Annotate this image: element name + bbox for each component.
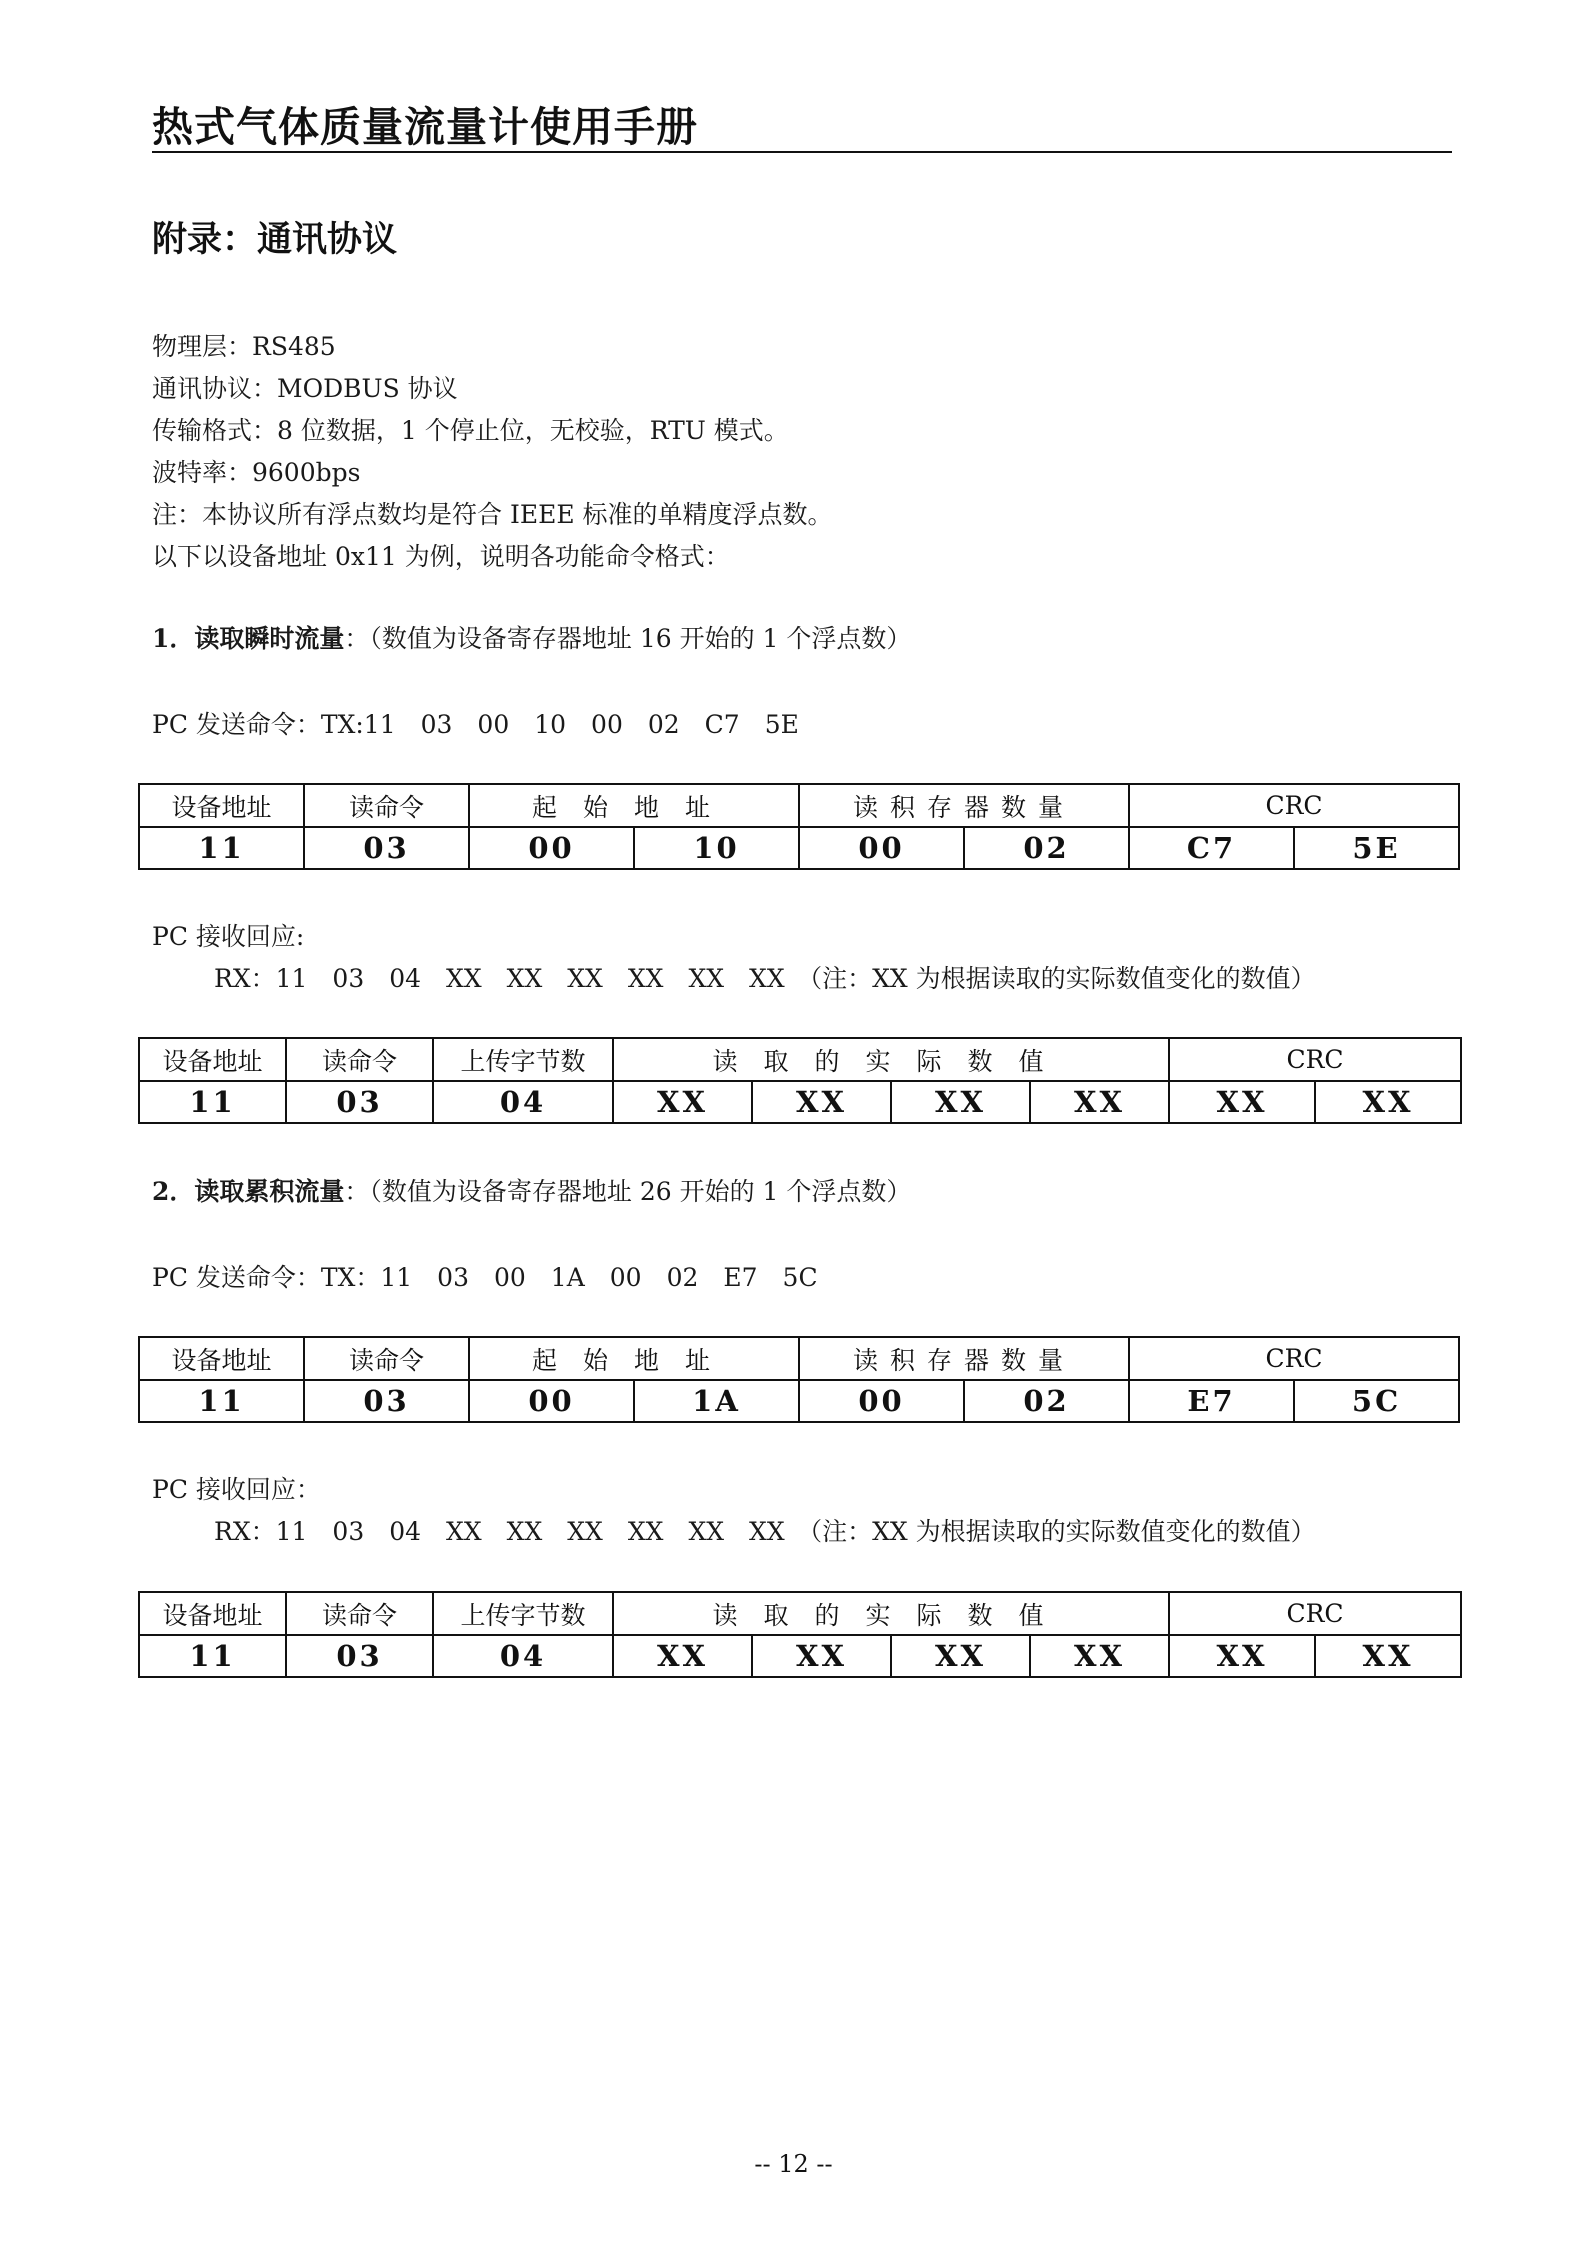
table-cell: 00	[469, 827, 634, 869]
header-crc: CRC	[1169, 1038, 1461, 1081]
table-cell: C7	[1129, 827, 1294, 869]
header-device-address: 设备地址	[139, 1038, 286, 1081]
table-cell: 10	[634, 827, 799, 869]
section-2-send-command: PC 发送命令：TX：11 03 00 1A 00 02 E7 5C	[152, 1263, 818, 1292]
table-cell: 02	[964, 1380, 1129, 1422]
table-cell: 00	[469, 1380, 634, 1422]
table-cell: XX	[891, 1635, 1030, 1677]
table-cell: XX	[1169, 1635, 1315, 1677]
header-byte-count: 上传字节数	[433, 1592, 613, 1635]
section-2-receive-table	[138, 1591, 1462, 1678]
table-cell: 00	[799, 1380, 964, 1422]
table-cell: XX	[1315, 1081, 1461, 1123]
header-device-address: 设备地址	[139, 1592, 286, 1635]
table-cell: XX	[613, 1635, 752, 1677]
document-title: 热式气体质量流量计使用手册	[152, 103, 698, 151]
table-cell: XX	[1030, 1635, 1169, 1677]
table-cell: 03	[304, 827, 469, 869]
section-1-heading-bold: 1．读取瞬时流量	[152, 624, 345, 653]
intro-example: 以下以设备地址 0x11 为例，说明各功能命令格式：	[152, 542, 730, 571]
section-2-heading	[152, 1172, 911, 1208]
section-2-heading-bold: 2．读取累积流量	[152, 1177, 345, 1206]
section-2-heading-rest: ：（数值为设备寄存器地址 26 开始的 1 个浮点数）	[344, 1177, 912, 1206]
table-cell: 03	[286, 1635, 433, 1677]
intro-format: 传输格式：8 位数据，1 个停止位，无校验，RTU 模式。	[152, 416, 789, 445]
intro-baud: 波特率：9600bps	[152, 458, 361, 487]
table-cell: 11	[139, 1380, 304, 1422]
intro-protocol: 通讯协议：MODBUS 协议	[152, 374, 458, 403]
table-cell: XX	[752, 1081, 891, 1123]
section-1-send-table	[138, 783, 1460, 870]
header-device-address: 设备地址	[139, 1337, 304, 1380]
table-cell: 1A	[634, 1380, 799, 1422]
header-actual-value: 读取的实际数值	[613, 1592, 1169, 1635]
table-cell: 00	[799, 827, 964, 869]
header-start-address: 起始地址	[469, 784, 799, 827]
header-read-command: 读命令	[304, 784, 469, 827]
appendix-title: 附录：通讯协议	[152, 220, 398, 260]
header-read-command: 读命令	[286, 1038, 433, 1081]
header-read-command: 读命令	[286, 1592, 433, 1635]
header-start-address: 起始地址	[469, 1337, 799, 1380]
section-2-receive-line: RX：11 03 04 XX XX XX XX XX XX （注：XX 为根据读取的实际数值变化的数值）	[214, 1517, 1316, 1546]
table-cell: E7	[1129, 1380, 1294, 1422]
table-cell: 5E	[1294, 827, 1459, 869]
table-cell: 11	[139, 827, 304, 869]
header-crc: CRC	[1129, 1337, 1459, 1380]
header-actual-value: 读取的实际数值	[613, 1038, 1169, 1081]
table-cell: XX	[613, 1081, 752, 1123]
table-cell: 02	[964, 827, 1129, 869]
header-register-count: 读积存器数量	[799, 1337, 1129, 1380]
table-cell: 03	[304, 1380, 469, 1422]
table-cell: XX	[1030, 1081, 1169, 1123]
table-cell: 03	[286, 1081, 433, 1123]
table-cell: 04	[433, 1081, 613, 1123]
table-cell: 5C	[1294, 1380, 1459, 1422]
table-cell: XX	[891, 1081, 1030, 1123]
header-crc: CRC	[1129, 784, 1459, 827]
section-1-send-command: PC 发送命令：TX:11 03 00 10 00 02 C7 5E	[152, 710, 799, 739]
section-1-heading-rest: ：（数值为设备寄存器地址 16 开始的 1 个浮点数）	[344, 624, 912, 653]
section-1-heading	[152, 619, 911, 655]
header-register-count: 读积存器数量	[799, 784, 1129, 827]
intro-note: 注：本协议所有浮点数均是符合 IEEE 标准的单精度浮点数。	[152, 500, 833, 529]
section-2-receive-label: PC 接收回应：	[152, 1475, 321, 1504]
section-1-receive-label: PC 接收回应:	[152, 922, 305, 951]
table-cell: 11	[139, 1635, 286, 1677]
section-1-receive-table	[138, 1037, 1462, 1124]
header-byte-count: 上传字节数	[433, 1038, 613, 1081]
page-number: -- 12 --	[754, 2150, 833, 2178]
table-cell: XX	[1169, 1081, 1315, 1123]
header-rule	[152, 151, 1452, 153]
table-cell: 04	[433, 1635, 613, 1677]
header-device-address: 设备地址	[139, 784, 304, 827]
section-1-receive-line: RX：11 03 04 XX XX XX XX XX XX （注：XX 为根据读取的实际数值变化的数值）	[214, 964, 1316, 993]
table-cell: XX	[1315, 1635, 1461, 1677]
intro-physical-layer: 物理层：RS485	[152, 332, 336, 361]
table-cell: 11	[139, 1081, 286, 1123]
header-read-command: 读命令	[304, 1337, 469, 1380]
header-crc: CRC	[1169, 1592, 1461, 1635]
section-2-send-table	[138, 1336, 1460, 1423]
table-cell: XX	[752, 1635, 891, 1677]
